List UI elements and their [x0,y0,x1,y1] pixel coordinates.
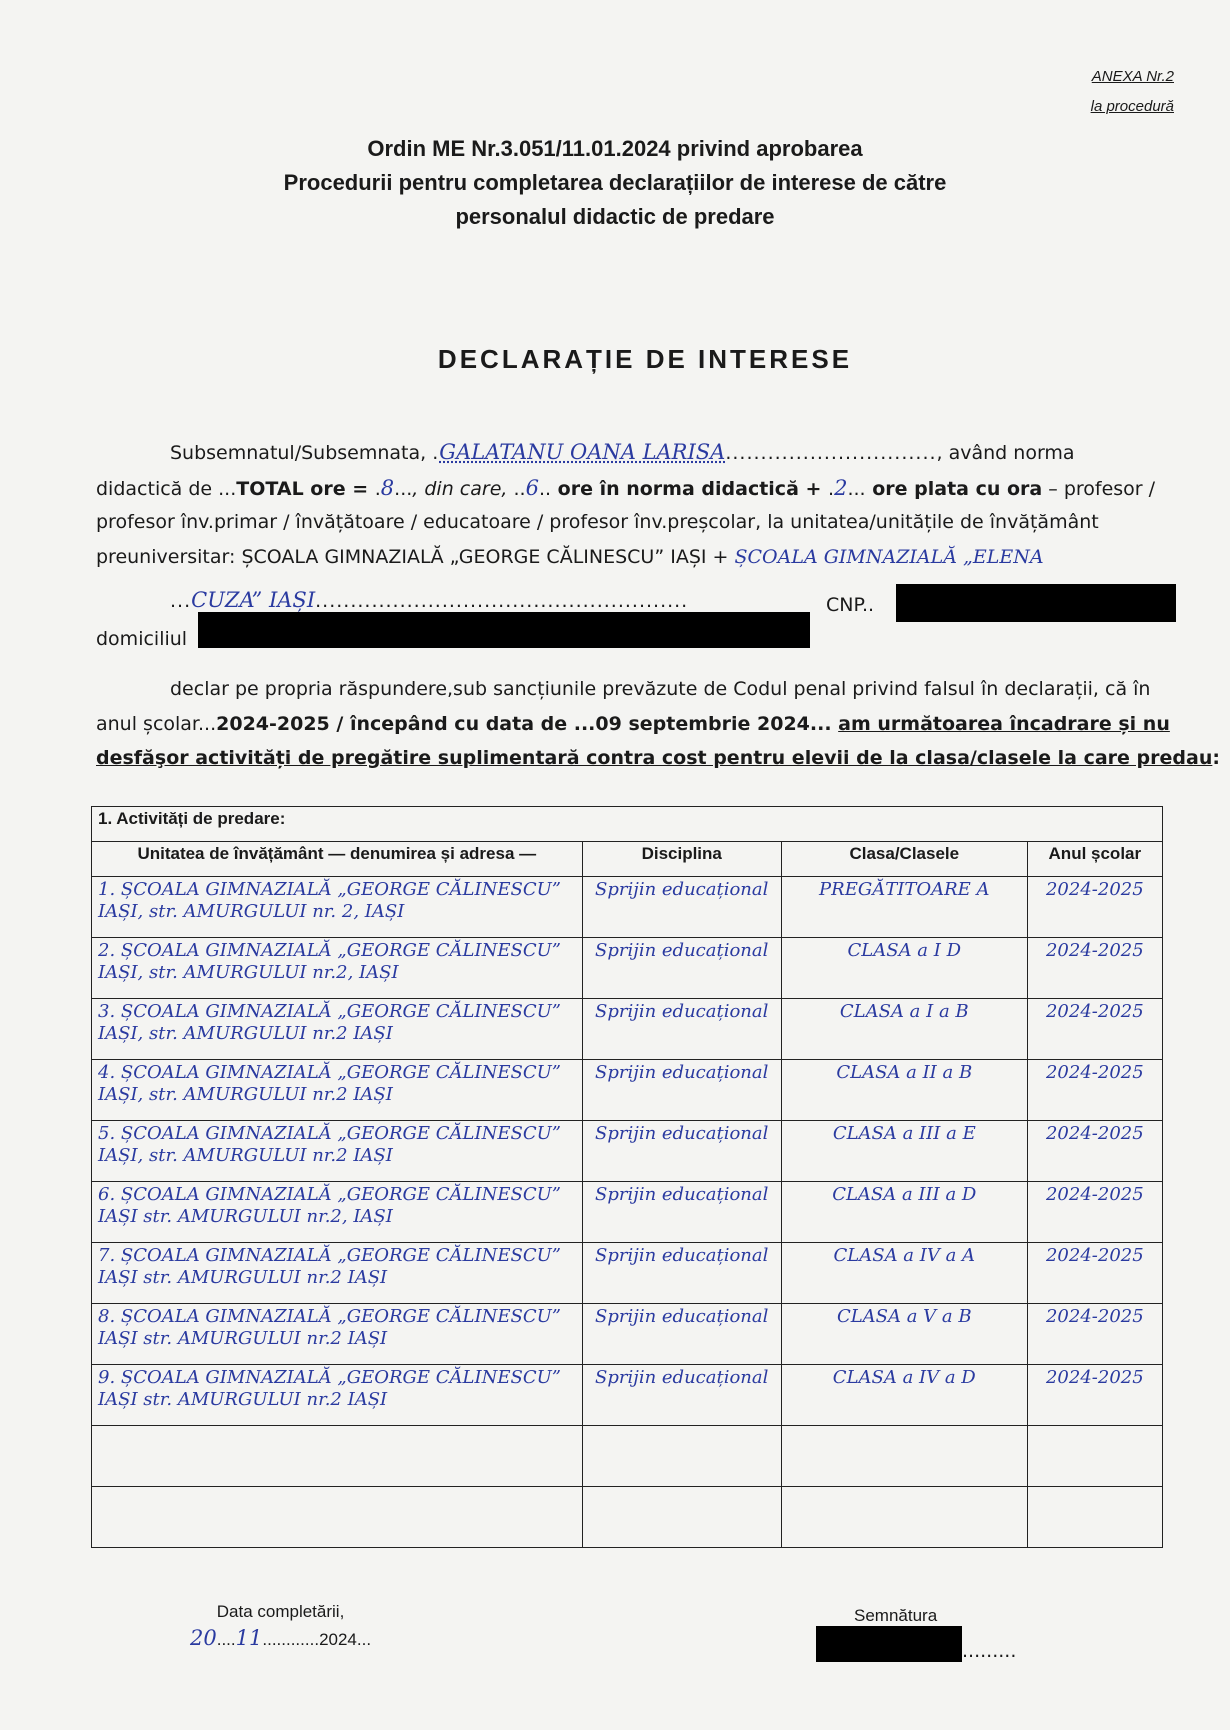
cell-year: 2024-2025 [1027,938,1162,999]
domiciliul-label: domiciliul [96,628,188,650]
cell-class: CLASA a IV a D [781,1365,1027,1426]
cell-discipline: Sprijin educațional [582,877,781,938]
cnp-label: CNP.. [826,594,875,616]
header-unit: Unitatea de învățământ — denumirea și adresa — [92,842,583,877]
cell-discipline: Sprijin educațional [582,1060,781,1121]
cell-year: 2024-2025 [1027,999,1162,1060]
cell-unit: 1. ȘCOALA GIMNAZIALĂ „GEORGE CĂLINESCU” IAȘI, str. AMURGULUI nr. 2, IAȘI [92,877,583,938]
table-row-empty [92,1426,1163,1487]
completion-date-day: 20 [190,1626,217,1650]
role-line-end: – profesor / [1042,478,1156,500]
table-row [92,1121,1163,1182]
order-header [0,132,1230,234]
table-row [92,938,1163,999]
school-year-line: anul școlar...2024-2025 / începând cu data de ...09 septembrie 2024... am următoarea încadrare și nu [96,713,1170,735]
start-date-value: 09 septembrie 2024 [595,713,810,735]
cell-unit: 2. ȘCOALA GIMNAZIALĂ „GEORGE CĂLINESCU” IAȘI, str. AMURGULUI nr.2, IAȘI [92,938,583,999]
address-redaction [198,612,810,648]
completion-date-label: Data completării, [216,1602,345,1621]
cell-class: PREGĂTITOARE A [781,877,1027,938]
signature-redaction [816,1626,962,1662]
cell-class: CLASA a V a B [781,1304,1027,1365]
annex-label [1091,62,1174,122]
header-class: Clasa/Clasele [781,842,1027,877]
table-row-empty [92,1487,1163,1548]
cell-class: CLASA a IV a A [781,1243,1027,1304]
desfasor-text: desfăşor activități de pregătire suplimentară contra cost pentru elevii de la clasa/clasele la care predau [96,747,1213,769]
name-value: GALATANU OANA LARISA [439,440,726,464]
ore-plata-label: ore plata cu ora [865,478,1043,500]
order-header-line-1: Ordin ME Nr.3.051/11.01.2024 privind aprobarea [367,136,863,161]
header-year: Anul școlar [1027,842,1162,877]
subsemnatul-label: Subsemnatul/Subsemnata, [170,442,427,464]
cell-year: 2024-2025 [1027,1121,1162,1182]
anul-scolar-label: anul școlar... [96,713,217,735]
desfasor-line: desfăşor activități de pregătire suplimentară contra cost pentru elevii de la clasa/clasele la care predau: [96,747,1220,769]
cell-unit: 8. ȘCOALA GIMNAZIALĂ „GEORGE CĂLINESCU” IAȘI str. AMURGULUI nr.2 IAȘI [92,1304,583,1365]
schools-line [96,546,1044,568]
cell-discipline: Sprijin educațional [582,1121,781,1182]
table-row [92,1304,1163,1365]
cell-year: 2024-2025 [1027,1243,1162,1304]
roles-line: profesor înv.primar / învățătoare / educatoare / profesor înv.preșcolar, la unitatea/unitățile de învățământ [96,511,1099,533]
cell-discipline: Sprijin educațional [582,1365,781,1426]
cell-class: CLASA a I a B [781,999,1027,1060]
table-body [92,877,1163,1426]
name-line: Subsemnatul/Subsemnata, .GALATANU OANA LARISA.............................., având norma [170,440,1075,464]
table-header-row [92,842,1163,877]
header-discipline: Disciplina [582,842,781,877]
din-care-label: , din care, [412,478,508,500]
document-page: ANEXA Nr.2 la procedură Ordin ME Nr.3.051/11.01.2024 privind aprobarea Procedurii pentru completarea declarațiilor de interese de către personalul didactic de predare DECLARAȚIE DE INTERESE Subsemnatul/Subsemnata, .GALATANU OANA LARISA.............................., având norma didactică de ...TOTAL ore = .8..., din care, ..6.. ore în norma didactică + .2... ore plata cu ora – profesor / profesor înv.primar / învățătoare / educatoare / profesor înv.preșcolar, la unitatea/unitățile de învățământ preuniversitar: ȘCOALA GIMNAZIALĂ „GEORGE CĂLINESCU” IAȘI + ȘCOALA GIMNAZIALĂ „ELENA ...CUZA” IAȘI..................................................... CNP.. domiciliul declar pe propria răspundere,sub sancțiunile prevăzute de Codul penal privind falsul în declarații, că în anul școlar...2024-2025 / începând cu data de ...09 septembrie 2024... am următoarea încadrare și nu desfăşor activități de pregătire suplimentară contra cost pentru elevii de la clasa/clasele la care predau: 1. Activități de predare: Unitatea de învățământ — denumirea și adresa — Disciplina Clasa/Clasele Anul școlar 1. ȘCOALA GIMNAZIALĂ „GEORGE CĂLINESCU” IAȘI, str. AMURGULUI nr. 2, IAȘI Sprijin educațional PREGĂTITOARE A 2024-2025 2. ȘCOALA GIMNAZIALĂ „GEORGE CĂLINESCU” IAȘI, str. AMURGULUI nr.2, IAȘI Sprijin educațional CLASA a I D 2024-2025 3. ȘCOALA GIMNAZIALĂ „GEORGE CĂLINESCU” IAȘI, str. AMURGULUI nr.2 IAȘI Sprijin educațional CLASA a I a B 2024-2025 4. ȘCOALA GIMNAZIALĂ „GEORGE CĂLINESCU” IAȘI, str. AMURGULUI nr.2 IAȘI Sprijin educațional CLASA a II a B 2024-2025 5. ȘCOALA GIMNAZIALĂ „GEORGE CĂLINESCU” IAȘI, str. AMURGULUI nr.2 IAȘI Sprijin educațional CLASA a III a E 2024-2025 6. ȘCOALA GIMNAZIALĂ „GEORGE CĂLINESCU” IAȘI str. AMURGULUI nr.2, IAȘI Sprijin educațional CLASA a III a D 2024-2025 7. ȘCOALA GIMNAZIALĂ „GEORGE CĂLINESCU” IAȘI str. AMURGULUI nr.2 IAȘI Sprijin educațional CLASA a IV a A 2024-2025 8. ȘCOALA GIMNAZIALĂ „GEORGE CĂLINESCU” IAȘI str. AMURGULUI nr.2 IAȘI Sprijin educațional CLASA a V a B 2024-2025 9. ȘCOALA GIMNAZIALĂ „GEORGE CĂLINESCU” IAȘI str. AMURGULUI nr.2 IAȘI Sprijin educațional CLASA a IV a D 2024-2025 Data completării, 20....11............2024... Semnătura ......... [0,0,1230,1730]
table-row [92,1060,1163,1121]
annex-line-2: la procedură [1090,98,1174,115]
cell-discipline: Sprijin educațional [582,1304,781,1365]
cell-discipline: Sprijin educațional [582,1243,781,1304]
cell-year: 2024-2025 [1027,877,1162,938]
annex-line-1: ANEXA Nr.2 [1091,68,1174,85]
total-ore-label: TOTAL ore = [236,478,375,500]
cell-discipline: Sprijin educațional [582,1182,781,1243]
table-row [92,1182,1163,1243]
didactica-label: didactică de ... [96,478,237,500]
avand-norma-label: , având norma [936,442,1075,464]
table-row [92,1365,1163,1426]
cell-class: CLASA a I D [781,938,1027,999]
completion-date-block: Data completării, 20....11............2024... [190,1602,372,1650]
total-ore-value: 8 [380,476,395,500]
am-urmatoarea-label: am următoarea încadrare și nu [838,713,1170,735]
cell-unit: 3. ȘCOALA GIMNAZIALĂ „GEORGE CĂLINESCU” IAȘI, str. AMURGULUI nr.2 IAȘI [92,999,583,1060]
cell-unit: 5. ȘCOALA GIMNAZIALĂ „GEORGE CĂLINESCU” IAȘI, str. AMURGULUI nr.2 IAȘI [92,1121,583,1182]
cell-year: 2024-2025 [1027,1365,1162,1426]
incepand-label: / începând cu data de ... [329,713,596,735]
order-header-line-2: Procedurii pentru completarea declarațiilor de interese de către [283,170,947,195]
cell-class: CLASA a III a D [781,1182,1027,1243]
cell-year: 2024-2025 [1027,1060,1162,1121]
signature-block [810,1606,937,1626]
hours-line: didactică de ...TOTAL ore = .8..., din care, ..6.. ore în norma didactică + .2... ore plata cu ora – profesor / [96,476,1156,500]
second-school-cont: CUZA” IAȘI [191,588,316,612]
order-header-line-3: personalul didactic de predare [455,204,775,229]
anul-scolar-value: 2024-2025 [216,713,330,735]
declar-line: declar pe propria răspundere,sub sancțiunile prevăzute de Codul penal privind falsul în declarații, că în [170,678,1151,700]
activities-table [91,806,1163,1548]
document-title: DECLARAȚIE DE INTERESE [437,344,853,374]
cell-unit: 4. ȘCOALA GIMNAZIALĂ „GEORGE CĂLINESCU” IAȘI, str. AMURGULUI nr.2 IAȘI [92,1060,583,1121]
school-cont-line: ...CUZA” IAȘI..................................................... [170,588,689,612]
ore-plata-value: 2 [834,476,848,500]
signature-label: Semnătura [854,1606,938,1625]
cell-unit: 9. ȘCOALA GIMNAZIALĂ „GEORGE CĂLINESCU” IAȘI str. AMURGULUI nr.2 IAȘI [92,1365,583,1426]
ore-norma-value: 6 [525,476,539,500]
cell-unit: 7. ȘCOALA GIMNAZIALĂ „GEORGE CĂLINESCU” IAȘI str. AMURGULUI nr.2 IAȘI [92,1243,583,1304]
cell-class: CLASA a II a B [781,1060,1027,1121]
table-row [92,999,1163,1060]
cnp-redaction [896,584,1176,622]
cell-unit: 6. ȘCOALA GIMNAZIALĂ „GEORGE CĂLINESCU” IAȘI str. AMURGULUI nr.2, IAȘI [92,1182,583,1243]
table-row [92,1243,1163,1304]
table-row [92,877,1163,938]
preuniversitar-label: preuniversitar: ȘCOALA GIMNAZIALĂ „GEORGE CĂLINESCU” IAȘI + [96,546,729,568]
completion-date-month: 11 [235,1626,263,1650]
cell-discipline: Sprijin educațional [582,938,781,999]
ore-norma-label: ore în norma didactică + [551,478,829,500]
completion-date-year: 2024... [319,1630,372,1649]
cell-year: 2024-2025 [1027,1304,1162,1365]
cell-class: CLASA a III a E [781,1121,1027,1182]
cell-discipline: Sprijin educațional [582,999,781,1060]
cell-year: 2024-2025 [1027,1182,1162,1243]
second-school-value: ȘCOALA GIMNAZIALĂ „ELENA [734,546,1044,568]
table-section-title: 1. Activități de predare: [92,807,1163,842]
